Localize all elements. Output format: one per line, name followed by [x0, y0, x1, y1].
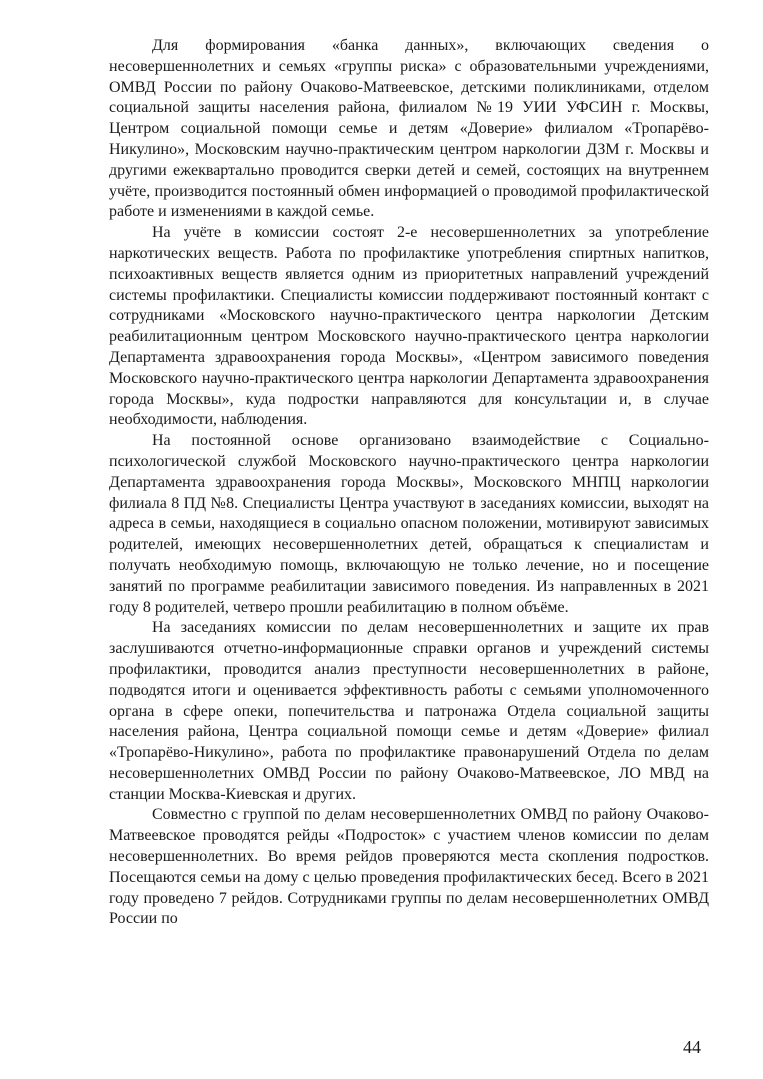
- paragraph-data-bank: Для формирования «банка данных», включающих сведения о несовершеннолетних и семьях «группы риска» с образовательными учреждениями, ОМВД России по району Очаково-Матвеевское, детскими поликлиниками, отделом социальной защиты населения района, филиалом №19 УИИ УФСИН г. Москвы, Центром социальной помощи семье и детям «Доверие» филиалом «Тропарёво-Никулино», Московским научно-практическим центром наркологии ДЗМ г. Москвы и другими ежеквартально проводится сверки детей и семей, состоящих на внутреннем учёте, производится постоянный обмен информацией о проводимой профилактической работе и изменениями в каждой семье.: [109, 37, 709, 221]
- page-number: 44: [683, 1037, 701, 1057]
- body-text: [109, 36, 709, 930]
- paragraph-raids: Совместно с группой по делам несовершеннолетних ОМВД по району Очаково-Матвеевское проводятся рейды «Подросток» с участием членов комиссии по делам несовершеннолетних. Во время рейдов проверяются места скопления подростков. Посещаются семьи на дому с целью проведения профилактических бесед. Всего в 2021 году проведено 7 рейдов. Сотрудниками группы по делам несовершеннолетних ОМВД России по: [109, 806, 709, 928]
- paragraph-commission-meetings: На заседаниях комиссии по делам несовершеннолетних и защите их прав заслушиваются отчетно-информационные справки органов и учреждений системы профилактики, проводится анализ преступности несовершеннолетних в районе, подводятся итоги и оценивается эффективность работы с семьями уполномоченного органа в сфере опеки, попечительства и патронажа Отдела социальной защиты населения района, Центра социальной помощи семье и детям «Доверие» филиал «Тропарёво-Никулино», работа по профилактике правонарушений Отдела по делам несовершеннолетних ОМВД России по району Очаково-Матвеевское, ЛО МВД на станции Москва-Киевская и других.: [109, 619, 709, 803]
- paragraph-narcotics-registration: На учёте в комиссии состоят 2-е несовершеннолетних за употребление наркотических веществ. Работа по профилактике употребления спиртных напитков, психоактивных веществ является одним из приоритетных направлений учреждений системы профилактики. Специалисты комиссии поддерживают постоянный контакт с сотрудниками «Московского научно-практического центра наркологии Детским реабилитационным центром Московского научно-практического центра наркологии Департамента здравоохранения города Москвы», «Центром зависимого поведения Московского научно-практического центра наркологии Департамента здравоохранения города Москвы», куда подростки направляются для консультации и, в случае необходимости, наблюдения.: [109, 224, 709, 429]
- paragraph-psychological-service: На постоянной основе организовано взаимодействие с Социально-психологической службой Московского научно-практического центра наркологии Департамента здравоохранения города Москвы», Московского МНПЦ наркологии филиала 8 ПД №8. Специалисты Центра участвуют в заседаниях комиссии, выходят на адреса в семьи, находящиеся в социально опасном положении, мотивируют зависимых родителей, имеющих несовершеннолетних детей, обращаться к специалистам и получать необходимую помощь, включающую не только лечение, но и посещение занятий по программе реабилитации зависимого поведения. Из направленных в 2021 году 8 родителей, четверо прошли реабилитацию в полном объёме.: [109, 432, 709, 616]
